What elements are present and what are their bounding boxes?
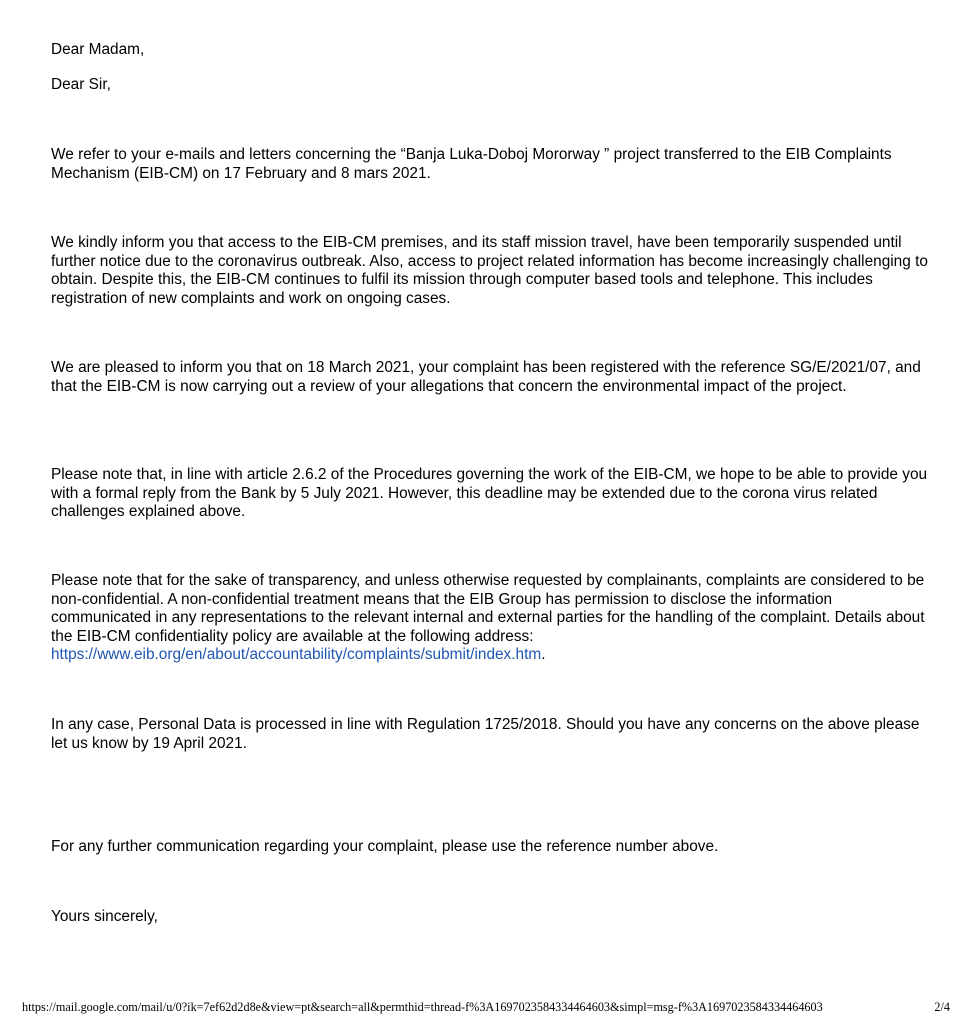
confidentiality-text: Please note that for the sake of transparency, and unless otherwise requested by complainants, complaints are considered to be non-confidential. A non-confidential treatment means that the EIB Group has permission to disclose the information communicated in any representations to the relevant internal and external parties for the handling of the complaint. Details about the EIB-CM confidentiality policy are available at the following address: — [51, 572, 925, 645]
paragraph-personal-data: In any case, Personal Data is processed in line with Regulation 1725/2018. Should you have any concerns on the above please let us know by 19 April 2021. — [51, 716, 920, 752]
closing-signoff: Yours sincerely, — [51, 908, 158, 925]
salutation-sir: Dear Sir, — [51, 76, 111, 93]
confidentiality-period: . — [541, 646, 546, 664]
salutation-madam: Dear Madam, — [51, 41, 145, 58]
paragraph-reply-deadline: Please note that, in line with article 2.6.2 of the Procedures governing the work of the EIB-CM, we hope to be able to provide you with a formal reply from the Bank by 5 July 2021. However, this deadline may be extended due to the corona virus related challenges explained above. — [51, 466, 928, 521]
paragraph-complaint-registered: We are pleased to inform you that on 18 March 2021, your complaint has been registered with the reference SG/E/2021/07, and that the EIB-CM is now carrying out a review of your allegations that concern the environmental impact of the project. — [51, 359, 921, 395]
paragraph-project-reference: We refer to your e-mails and letters concerning the “Banja Luka-Doboj Mororway ” project transferred to the EIB Complaints Mechanism (EIB-CM) on 17 February and 8 mars 2021. — [51, 146, 892, 182]
footer-page-number: 2/4 — [934, 1000, 950, 1014]
paragraph-access-suspended: We kindly inform you that access to the EIB-CM premises, and its staff mission travel, have been temporarily suspended until further notice due to the coronavirus outbreak. Also, access to project related information has become increasingly challenging to obtain. Despite this, the EIB-CM continues to fulfil its mission through computer based tools and telephone. This includes registration of new complaints and work on ongoing cases. — [51, 234, 928, 307]
confidentiality-policy-link[interactable]: https://www.eib.org/en/about/accountability/complaints/submit/index.htm — [51, 646, 542, 664]
paragraph-confidentiality — [51, 572, 931, 665]
footer-url: https://mail.google.com/mail/u/0?ik=7ef62d2d8e&view=pt&search=all&permthid=thread-f%3A1697023584334464603&simpl=msg-f%3A1697023584334464603 — [22, 1000, 823, 1014]
paragraph-further-communication: For any further communication regarding your complaint, please use the reference number above. — [51, 838, 719, 855]
